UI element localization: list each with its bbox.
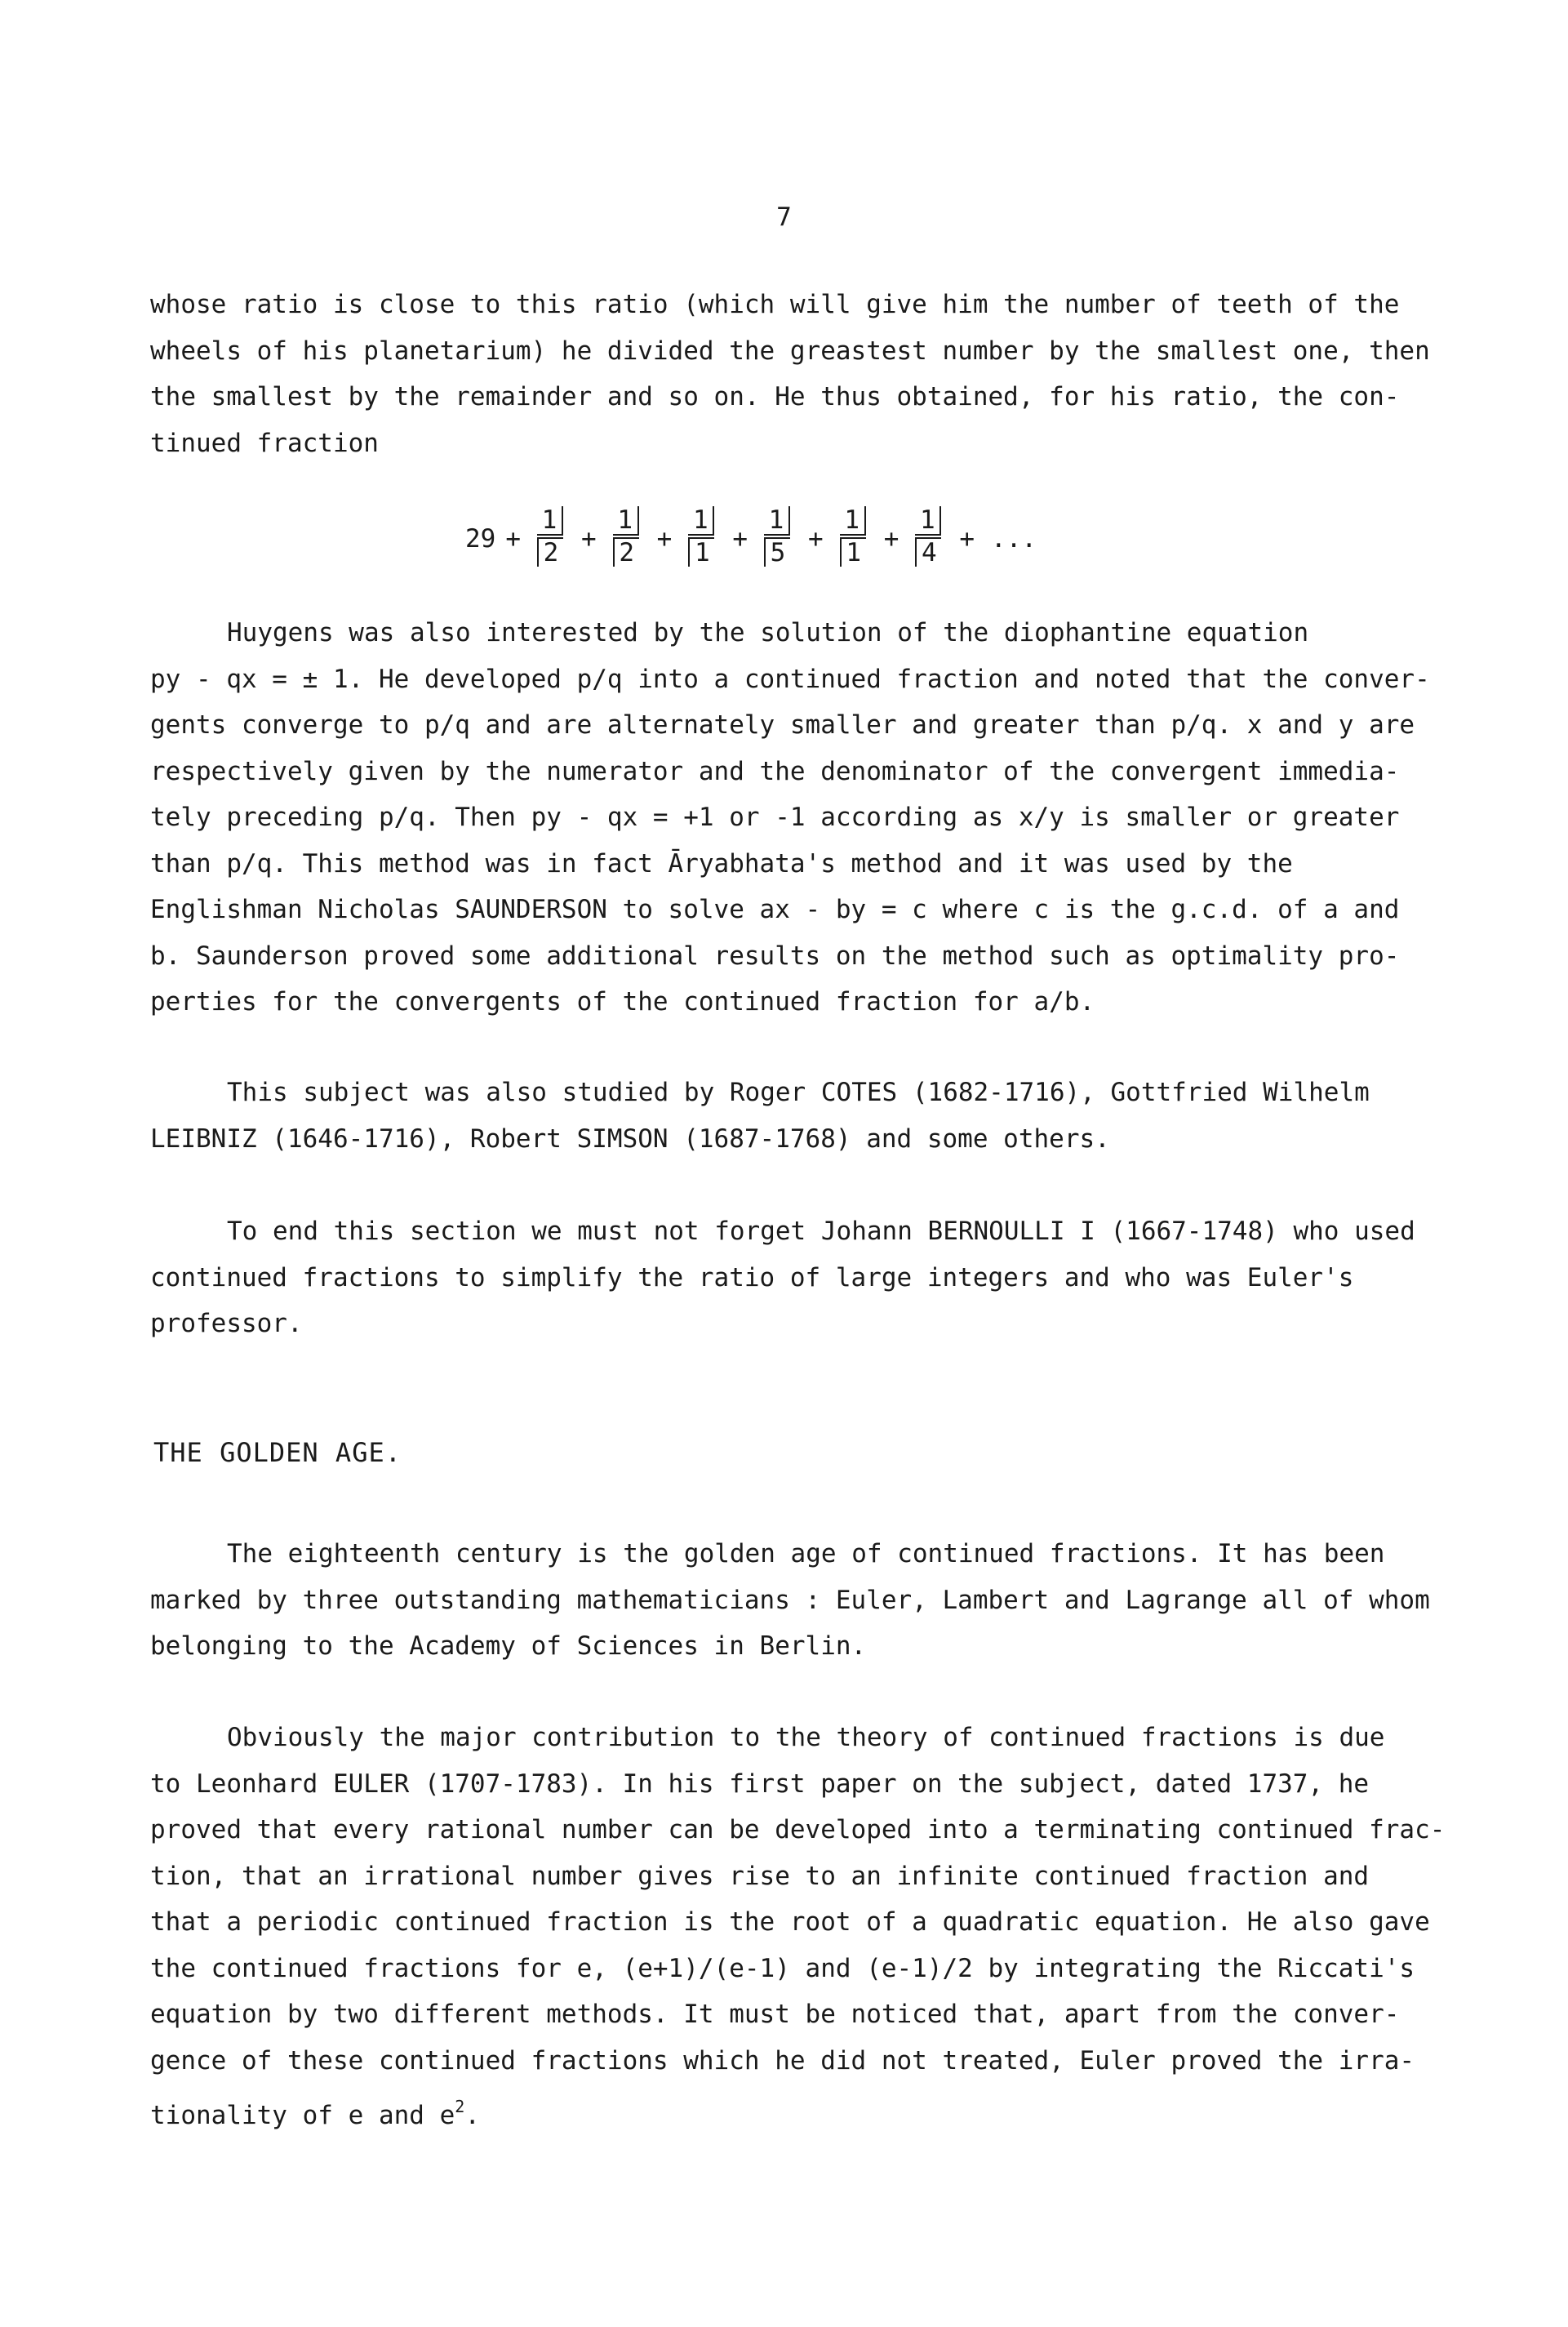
text-line: belonging to the Academy of Sciences in Berlin. xyxy=(150,1631,867,1661)
text-line: py - qx = ± 1. He developed p/q into a continued fraction and noted that the conver- xyxy=(150,664,1430,694)
text-line: proved that every rational number can be developed into a terminating continued frac- xyxy=(150,1815,1446,1844)
cf-plus: + xyxy=(505,524,521,554)
paragraph-golden-age xyxy=(150,1531,1440,1670)
text-line: gence of these continued fractions which he did not treated, Euler proved the irra- xyxy=(150,2045,1415,2076)
cf-ellipsis: ... xyxy=(991,524,1037,554)
text-line: whose ratio is close to this ratio (which will give him the number of teeth of the xyxy=(150,290,1400,319)
text-line: respectively given by the numerator and the denominator of the convergent immedia- xyxy=(150,756,1400,786)
cf-term xyxy=(759,506,797,572)
cf-denominator: 2 xyxy=(613,537,639,567)
superscript: 2 xyxy=(455,2097,465,2116)
text-line: marked by three outstanding mathematicians : Euler, Lambert and Lagrange all of whom xyxy=(150,1585,1430,1615)
cf-plus: + xyxy=(581,524,597,554)
cf-term xyxy=(608,506,646,572)
paragraph-huygens xyxy=(150,610,1440,1026)
text-line: b. Saunderson proved some additional results on the method such as optimality pro- xyxy=(150,941,1400,971)
text-line: professor. xyxy=(150,1309,303,1338)
cf-numerator: 1 xyxy=(915,506,941,536)
text-line: To end this section we must not forget Johann BERNOULLI I (1667-1748) who used xyxy=(227,1217,1415,1246)
cf-term xyxy=(683,506,721,572)
text-line: than p/q. This method was in fact Āryabhata's method and it was used by the xyxy=(150,848,1293,879)
cf-plus: + xyxy=(808,524,824,554)
cf-numerator: 1 xyxy=(764,506,790,536)
text-line: that a periodic continued fraction is the root of a quadratic equation. He also gave xyxy=(150,1907,1430,1937)
text-line: continued fractions to simplify the ratio of large integers and who was Euler's xyxy=(150,1262,1354,1293)
cf-term xyxy=(910,506,948,572)
text-line: Englishman Nicholas SAUNDERSON to solve ax - by = c where c is the g.c.d. of a and xyxy=(150,895,1400,924)
paragraph-euler xyxy=(150,1715,1446,2130)
text-line-last xyxy=(150,2084,1440,2130)
cf-numerator: 1 xyxy=(840,506,866,536)
cf-denominator: 5 xyxy=(764,537,790,567)
text-line: tinued fraction xyxy=(150,428,379,458)
cf-term xyxy=(835,506,873,572)
cf-denominator: 1 xyxy=(688,537,714,567)
page-number: 7 xyxy=(776,202,792,232)
text-line: LEIBNIZ (1646-1716), Robert SIMSON (1687-1768) and some others. xyxy=(150,1123,1110,1154)
text-line: the continued fractions for e, (e+1)/(e-1) and (e-1)/2 by integrating the Riccati's xyxy=(150,1953,1415,1983)
text-line: Obviously the major contribution to the theory of continued fractions is due xyxy=(227,1723,1385,1752)
text-line: Huygens was also interested by the solution of the diophantine equation xyxy=(227,618,1309,647)
cf-plus: + xyxy=(883,524,899,554)
cf-plus: + xyxy=(959,524,975,554)
text-line: to Leonhard EULER (1707-1783). In his first paper on the subject, dated 1737, he xyxy=(150,1769,1370,1799)
paragraph-cotes xyxy=(150,1070,1440,1162)
text-line: the smallest by the remainder and so on. He thus obtained, for his ratio, the con- xyxy=(150,382,1400,412)
text-line: The eighteenth century is the golden age of continued fractions. It has been xyxy=(227,1539,1385,1568)
text-line: equation by two different methods. It must be noticed that, apart from the conver- xyxy=(150,2000,1400,2029)
cf-denominator: 2 xyxy=(537,537,563,567)
text-line: This subject was also studied by Roger COTES (1682-1716), Gottfried Wilhelm xyxy=(227,1078,1370,1107)
text-line: gents converge to p/q and are alternately smaller and greater than p/q. x and y are xyxy=(150,710,1415,740)
continued-fraction xyxy=(465,502,1037,576)
text-line: tely preceding p/q. Then py - qx = +1 or -1 according as x/y is smaller or greater xyxy=(150,803,1400,832)
paragraph-intro xyxy=(150,282,1440,466)
paragraph-bernoulli xyxy=(150,1208,1440,1347)
cf-numerator: 1 xyxy=(688,506,714,536)
cf-plus: + xyxy=(732,524,748,554)
section-heading: THE GOLDEN AGE. xyxy=(153,1437,402,1468)
cf-whole-part: 29 xyxy=(465,524,496,554)
cf-numerator: 1 xyxy=(613,506,639,536)
cf-term xyxy=(532,506,570,572)
text-fragment: tionality of e and e xyxy=(150,2101,455,2130)
cf-denominator: 1 xyxy=(840,537,866,567)
text-fragment: . xyxy=(464,2101,480,2130)
cf-plus: + xyxy=(656,524,673,554)
cf-denominator: 4 xyxy=(915,537,941,567)
text-line: tion, that an irrational number gives rise to an infinite continued fraction and xyxy=(150,1861,1370,1891)
text-line: wheels of his planetarium) he divided the greastest number by the smallest one, then xyxy=(150,336,1430,366)
text-line: perties for the convergents of the continued fraction for a/b. xyxy=(150,987,1095,1017)
cf-numerator: 1 xyxy=(537,506,563,536)
